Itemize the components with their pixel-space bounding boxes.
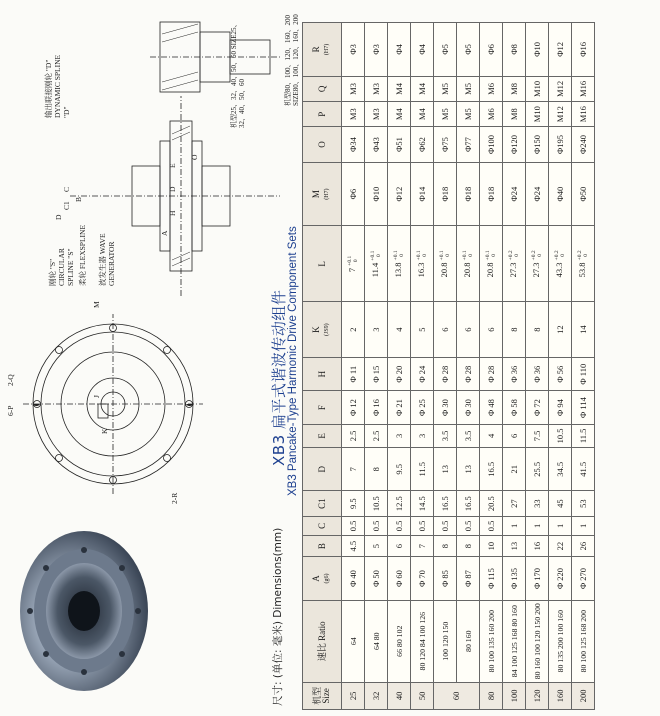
label-dynamic-spline: 输出联接刚轮 "D" DYNAMIC SPLINE "D" — [44, 54, 71, 118]
cell-b: 10 — [480, 536, 503, 557]
cell-r: Φ4 — [411, 23, 434, 77]
cell-ratio: 66 80 102 — [388, 600, 411, 682]
header-a: A (g6) — [303, 557, 342, 601]
cell-h: Φ 20 — [388, 357, 411, 390]
cell-e: 2.5 — [342, 424, 365, 447]
cell-ratio: 64 — [342, 600, 365, 682]
cell-c: 1 — [549, 516, 572, 535]
cell-size: 60 — [434, 682, 480, 709]
cell-m: Φ6 — [342, 162, 365, 226]
cell-h: Φ 28 — [457, 357, 480, 390]
tolerance-lower: 0 — [376, 254, 382, 257]
header-b: B — [303, 536, 342, 557]
cell-l — [480, 226, 503, 302]
cell-a: Φ 40 — [342, 557, 365, 601]
tolerance-lower: 0 — [422, 254, 428, 257]
cell-ratio: 100 120 150 — [434, 600, 457, 682]
cell-l-tolerance — [416, 250, 428, 260]
cell-d: 13 — [434, 448, 457, 492]
cell-e: 6 — [503, 424, 526, 447]
cell-a: Φ 270 — [572, 557, 595, 601]
cell-o: Φ120 — [503, 127, 526, 162]
cell-c: 1 — [526, 516, 549, 535]
front-view-drawing — [18, 304, 208, 504]
cell-c: 0.5 — [411, 516, 434, 535]
label-c1: C1 — [62, 201, 71, 210]
tolerance-upper: +0.1 — [462, 250, 468, 261]
cell-m: Φ14 — [411, 162, 434, 226]
cell-p: M6 — [480, 102, 503, 127]
header-d: D — [303, 448, 342, 492]
cell-l-tolerance — [370, 251, 382, 261]
cell-l — [434, 226, 457, 302]
cell-b: 6 — [388, 536, 411, 557]
cell-r: Φ16 — [572, 23, 595, 77]
cell-l-value: 7 — [346, 267, 357, 273]
header-m: M (H7) — [303, 162, 342, 226]
cell-l — [388, 226, 411, 302]
label-6p: 6-P — [6, 405, 15, 416]
cell-m: Φ18 — [434, 162, 457, 226]
table-row — [434, 23, 457, 710]
table-header-row — [303, 23, 342, 710]
cell-a: Φ 220 — [549, 557, 572, 601]
header-q: Q — [303, 76, 342, 101]
tolerance-lower: 0 — [560, 254, 566, 257]
cell-k: 12 — [549, 302, 572, 358]
cell-c: 0.5 — [457, 516, 480, 535]
cell-l — [457, 226, 480, 302]
cell-h: Φ 15 — [365, 357, 388, 390]
cell-a: Φ 135 — [503, 557, 526, 601]
cell-k: 6 — [457, 302, 480, 358]
cell-a: Φ 87 — [457, 557, 480, 601]
tolerance-upper: +0.2 — [577, 250, 583, 261]
cell-r: Φ10 — [526, 23, 549, 77]
cell-h: Φ 110 — [572, 357, 595, 390]
cell-m: Φ12 — [388, 162, 411, 226]
tolerance-upper: +0.2 — [508, 250, 514, 261]
table-row — [457, 23, 480, 710]
cell-c1: 53 — [572, 491, 595, 516]
cell-size: 100 — [503, 682, 526, 709]
cell-d: 34.5 — [549, 448, 572, 492]
cell-size: 32 — [365, 682, 388, 709]
header-c: C — [303, 516, 342, 535]
cell-f: Φ 94 — [549, 391, 572, 424]
cell-l-value: 27.3 — [507, 262, 518, 278]
cell-q: M16 — [572, 76, 595, 101]
tolerance-lower: 0 — [514, 254, 520, 257]
header-ratio: 速比 Ratio — [303, 600, 342, 682]
cell-c: 0.5 — [388, 516, 411, 535]
header-f: F — [303, 391, 342, 424]
label-m: M — [92, 301, 101, 308]
cell-q: M8 — [503, 76, 526, 101]
title-english: XB3 Pancake-Type Harmonic Drive Component Sets — [287, 226, 299, 496]
cell-l-tolerance — [347, 256, 359, 266]
cell-f: Φ 21 — [388, 391, 411, 424]
cell-o: Φ240 — [572, 127, 595, 162]
cell-size: 120 — [526, 682, 549, 709]
cell-ratio: 80 135 200 100 160 — [549, 600, 572, 682]
cell-k: 14 — [572, 302, 595, 358]
product-photo — [6, 516, 156, 706]
header-e: E — [303, 424, 342, 447]
cell-c1: 10.5 — [365, 491, 388, 516]
cell-e: 7.5 — [526, 424, 549, 447]
header-o: O — [303, 127, 342, 162]
cell-p: M12 — [549, 102, 572, 127]
label-d-mark: D — [54, 214, 63, 220]
tolerance-upper: +0.1 — [416, 250, 422, 261]
cell-p: M4 — [388, 102, 411, 127]
tolerance-lower: 0 — [491, 254, 497, 257]
cell-f: Φ 48 — [480, 391, 503, 424]
tolerance-upper: +0.1 — [347, 255, 353, 266]
cell-b: 5 — [365, 536, 388, 557]
cell-q: M4 — [388, 76, 411, 101]
cell-b: 16 — [526, 536, 549, 557]
dimensions-label: 尺寸: (单位: 毫米) Dimensions(mm) — [272, 527, 284, 706]
tolerance-lower: 0 — [537, 254, 543, 257]
cell-p: M4 — [411, 102, 434, 127]
cell-l-tolerance — [393, 250, 405, 260]
cell-q: M10 — [526, 76, 549, 101]
label-e: E — [168, 163, 177, 168]
cell-p: M5 — [434, 102, 457, 127]
cell-c: 0.5 — [480, 516, 503, 535]
table-row — [572, 23, 595, 710]
detail-drawing — [150, 12, 280, 102]
label-circular-spline: 刚轮 "S" CIRCULAR SPLINE "S" — [48, 248, 75, 286]
label-h: H — [168, 210, 177, 216]
cell-e: 3 — [411, 424, 434, 447]
cell-q: M4 — [411, 76, 434, 101]
cell-r: Φ3 — [365, 23, 388, 77]
cell-p: M10 — [526, 102, 549, 127]
cell-a: Φ 70 — [411, 557, 434, 601]
cell-q: M12 — [549, 76, 572, 101]
cell-f: Φ 25 — [411, 391, 434, 424]
tolerance-lower: 0 — [468, 254, 474, 257]
cell-k: 6 — [480, 302, 503, 358]
spec-table — [302, 22, 595, 710]
table-row — [480, 23, 503, 710]
cell-d: 8 — [365, 448, 388, 492]
table-row — [342, 23, 365, 710]
label-k: K — [100, 428, 109, 434]
cell-c1: 20.5 — [480, 491, 503, 516]
cell-d: 13 — [457, 448, 480, 492]
cell-o: Φ62 — [411, 127, 434, 162]
cell-o: Φ195 — [549, 127, 572, 162]
label-a: A — [160, 230, 169, 236]
cell-q: M3 — [342, 76, 365, 101]
cell-q: M5 — [434, 76, 457, 101]
header-k: K (JS9) — [303, 302, 342, 358]
cell-d: 7 — [342, 448, 365, 492]
cell-ratio: 80 100 135 160 200 — [480, 600, 503, 682]
cell-e: 4 — [480, 424, 503, 447]
cell-e: 3.5 — [434, 424, 457, 447]
cell-ratio: 80 160 — [457, 600, 480, 682]
cell-m: Φ18 — [457, 162, 480, 226]
cell-d: 41.5 — [572, 448, 595, 492]
cell-l-value: 53.8 — [576, 262, 587, 278]
title-chinese: XB3 扁平式谐波传动组件 — [270, 289, 288, 466]
cell-c1: 27 — [503, 491, 526, 516]
label-c: C — [62, 186, 71, 192]
cell-ratio: 84 100 125 168 80 160 — [503, 600, 526, 682]
cell-l — [572, 226, 595, 302]
cell-m: Φ24 — [503, 162, 526, 226]
cell-p: M3 — [342, 102, 365, 127]
cell-l-tolerance — [531, 250, 543, 260]
cell-h: Φ 24 — [411, 357, 434, 390]
cell-h: Φ 28 — [480, 357, 503, 390]
cell-o: Φ100 — [480, 127, 503, 162]
cell-d: 25.5 — [526, 448, 549, 492]
cell-l-value: 16.3 — [415, 262, 426, 278]
cell-l-value: 27.3 — [530, 262, 541, 278]
cell-l — [411, 226, 434, 302]
cell-e: 11.5 — [572, 424, 595, 447]
cell-d: 9.5 — [388, 448, 411, 492]
header-h: H — [303, 357, 342, 390]
cell-c1: 33 — [526, 491, 549, 516]
cell-l — [342, 226, 365, 302]
cell-r: Φ5 — [457, 23, 480, 77]
cell-l — [365, 226, 388, 302]
cell-a: Φ 85 — [434, 557, 457, 601]
cell-p: M8 — [503, 102, 526, 127]
tolerance-upper: +0.1 — [439, 250, 445, 261]
cell-q: M5 — [457, 76, 480, 101]
cell-o: Φ77 — [457, 127, 480, 162]
cell-c1: 16.5 — [457, 491, 480, 516]
cell-b: 22 — [549, 536, 572, 557]
cell-l — [549, 226, 572, 302]
tolerance-lower: 0 — [583, 254, 589, 257]
cell-e: 10.5 — [549, 424, 572, 447]
cell-l-value: 43.3 — [553, 262, 564, 278]
tolerance-lower: 0 — [445, 254, 451, 257]
cell-k: 5 — [411, 302, 434, 358]
tolerance-upper: +0.2 — [554, 250, 560, 261]
cell-r: Φ3 — [342, 23, 365, 77]
cell-l-tolerance — [577, 250, 589, 260]
cell-d: 11.5 — [411, 448, 434, 492]
cell-c: 0.5 — [342, 516, 365, 535]
cell-c: 1 — [503, 516, 526, 535]
tolerance-upper: +0.1 — [370, 250, 376, 261]
label-b: B — [74, 196, 83, 202]
cell-l — [503, 226, 526, 302]
cell-k: 2 — [342, 302, 365, 358]
cell-q: M6 — [480, 76, 503, 101]
table-row — [411, 23, 434, 710]
cell-l-tolerance — [485, 250, 497, 260]
cell-o: Φ75 — [434, 127, 457, 162]
cell-c: 0.5 — [365, 516, 388, 535]
cell-k: 8 — [503, 302, 526, 358]
header-c1: C1 — [303, 491, 342, 516]
cell-a: Φ 170 — [526, 557, 549, 601]
cell-l-tolerance — [462, 250, 474, 260]
cell-r: Φ5 — [434, 23, 457, 77]
cell-r: Φ8 — [503, 23, 526, 77]
cell-o: Φ150 — [526, 127, 549, 162]
tolerance-upper: +0.1 — [393, 250, 399, 261]
cell-a: Φ 115 — [480, 557, 503, 601]
cell-m: Φ24 — [526, 162, 549, 226]
label-wave-generator: 波发生器 WAVE GENERATOR — [98, 233, 116, 286]
cell-r: Φ4 — [388, 23, 411, 77]
table-row — [526, 23, 549, 710]
cell-k: 8 — [526, 302, 549, 358]
cell-k: 4 — [388, 302, 411, 358]
header-l: L — [303, 226, 342, 302]
cell-ratio: 80 120 84 100 126 — [411, 600, 434, 682]
cell-q: M3 — [365, 76, 388, 101]
cell-h: Φ 11 — [342, 357, 365, 390]
cell-b: 4.5 — [342, 536, 365, 557]
cell-h: Φ 36 — [526, 357, 549, 390]
cell-l-value: 20.8 — [484, 262, 495, 278]
cell-l-value: 13.8 — [392, 262, 403, 278]
tolerance-lower: 0 — [353, 259, 359, 263]
cell-l — [526, 226, 549, 302]
cell-ratio: 64 80 — [365, 600, 388, 682]
table-row — [365, 23, 388, 710]
cell-b: 26 — [572, 536, 595, 557]
cell-h: Φ 36 — [503, 357, 526, 390]
header-size: 机型 Size — [303, 682, 342, 709]
cell-o: Φ43 — [365, 127, 388, 162]
header-p: P — [303, 102, 342, 127]
table-row — [503, 23, 526, 710]
cell-e: 2.5 — [365, 424, 388, 447]
cell-c: 0.5 — [434, 516, 457, 535]
cell-r: Φ12 — [549, 23, 572, 77]
table-row — [549, 23, 572, 710]
cell-size: 25 — [342, 682, 365, 709]
size-note-small: 机型25、32、40、50、60 SIZE25、32、40、50、60 — [230, 20, 246, 128]
cell-c: 1 — [572, 516, 595, 535]
cell-m: Φ40 — [549, 162, 572, 226]
cell-l-value: 20.8 — [438, 262, 449, 278]
cell-f: Φ 72 — [526, 391, 549, 424]
cell-p: M5 — [457, 102, 480, 127]
table-body — [342, 23, 595, 710]
cell-o: Φ51 — [388, 127, 411, 162]
cell-size: 80 — [480, 682, 503, 709]
cell-c1: 14.5 — [411, 491, 434, 516]
cell-p: M16 — [572, 102, 595, 127]
label-o: O — [190, 154, 199, 160]
cell-b: 8 — [434, 536, 457, 557]
cell-l-tolerance — [439, 250, 451, 260]
cell-c1: 16.5 — [434, 491, 457, 516]
cell-f: Φ 30 — [434, 391, 457, 424]
header-r: R (H7) — [303, 23, 342, 77]
label-flexspline: 柔轮 FLEXSPLINE — [78, 224, 87, 286]
tolerance-lower: 0 — [399, 254, 405, 257]
cell-h: Φ 28 — [434, 357, 457, 390]
cell-b: 8 — [457, 536, 480, 557]
cell-b: 13 — [503, 536, 526, 557]
cell-e: 3 — [388, 424, 411, 447]
label-2q: 2-Q — [6, 374, 15, 386]
cell-d: 16.5 — [480, 448, 503, 492]
cell-h: Φ 56 — [549, 357, 572, 390]
label-2r: 2-R — [170, 492, 179, 504]
size-note-large: 机型80、100、120、160、200 SIZE80、100、120、160、200 — [284, 14, 300, 106]
cell-m: Φ18 — [480, 162, 503, 226]
cell-c1: 45 — [549, 491, 572, 516]
cell-f: Φ 16 — [365, 391, 388, 424]
cell-e: 3.5 — [457, 424, 480, 447]
cell-k: 6 — [434, 302, 457, 358]
cell-f: Φ 12 — [342, 391, 365, 424]
cell-m: Φ50 — [572, 162, 595, 226]
cell-b: 7 — [411, 536, 434, 557]
cell-m: Φ10 — [365, 162, 388, 226]
cell-c1: 12.5 — [388, 491, 411, 516]
cell-f: Φ 58 — [503, 391, 526, 424]
cell-ratio: 80 160 100 120 150 200 — [526, 600, 549, 682]
tolerance-upper: +0.2 — [531, 250, 537, 261]
cell-k: 3 — [365, 302, 388, 358]
cell-ratio: 80 100 125 168 200 — [572, 600, 595, 682]
cell-o: Φ34 — [342, 127, 365, 162]
cell-c1: 9.5 — [342, 491, 365, 516]
cell-l-tolerance — [554, 250, 566, 260]
table-row — [388, 23, 411, 710]
tolerance-upper: +0.1 — [485, 250, 491, 261]
cell-p: M3 — [365, 102, 388, 127]
cell-size: 40 — [388, 682, 411, 709]
label-j: J — [92, 395, 101, 398]
cell-size: 50 — [411, 682, 434, 709]
cell-r: Φ6 — [480, 23, 503, 77]
cell-l-value: 11.4 — [369, 262, 380, 278]
cell-size: 160 — [549, 682, 572, 709]
label-d: D — [168, 186, 177, 192]
cell-f: Φ 30 — [457, 391, 480, 424]
cell-f: Φ 114 — [572, 391, 595, 424]
cell-d: 21 — [503, 448, 526, 492]
cell-size: 200 — [572, 682, 595, 709]
cell-l-tolerance — [508, 250, 520, 260]
cell-a: Φ 50 — [365, 557, 388, 601]
cell-l-value: 20.8 — [461, 262, 472, 278]
cell-a: Φ 60 — [388, 557, 411, 601]
